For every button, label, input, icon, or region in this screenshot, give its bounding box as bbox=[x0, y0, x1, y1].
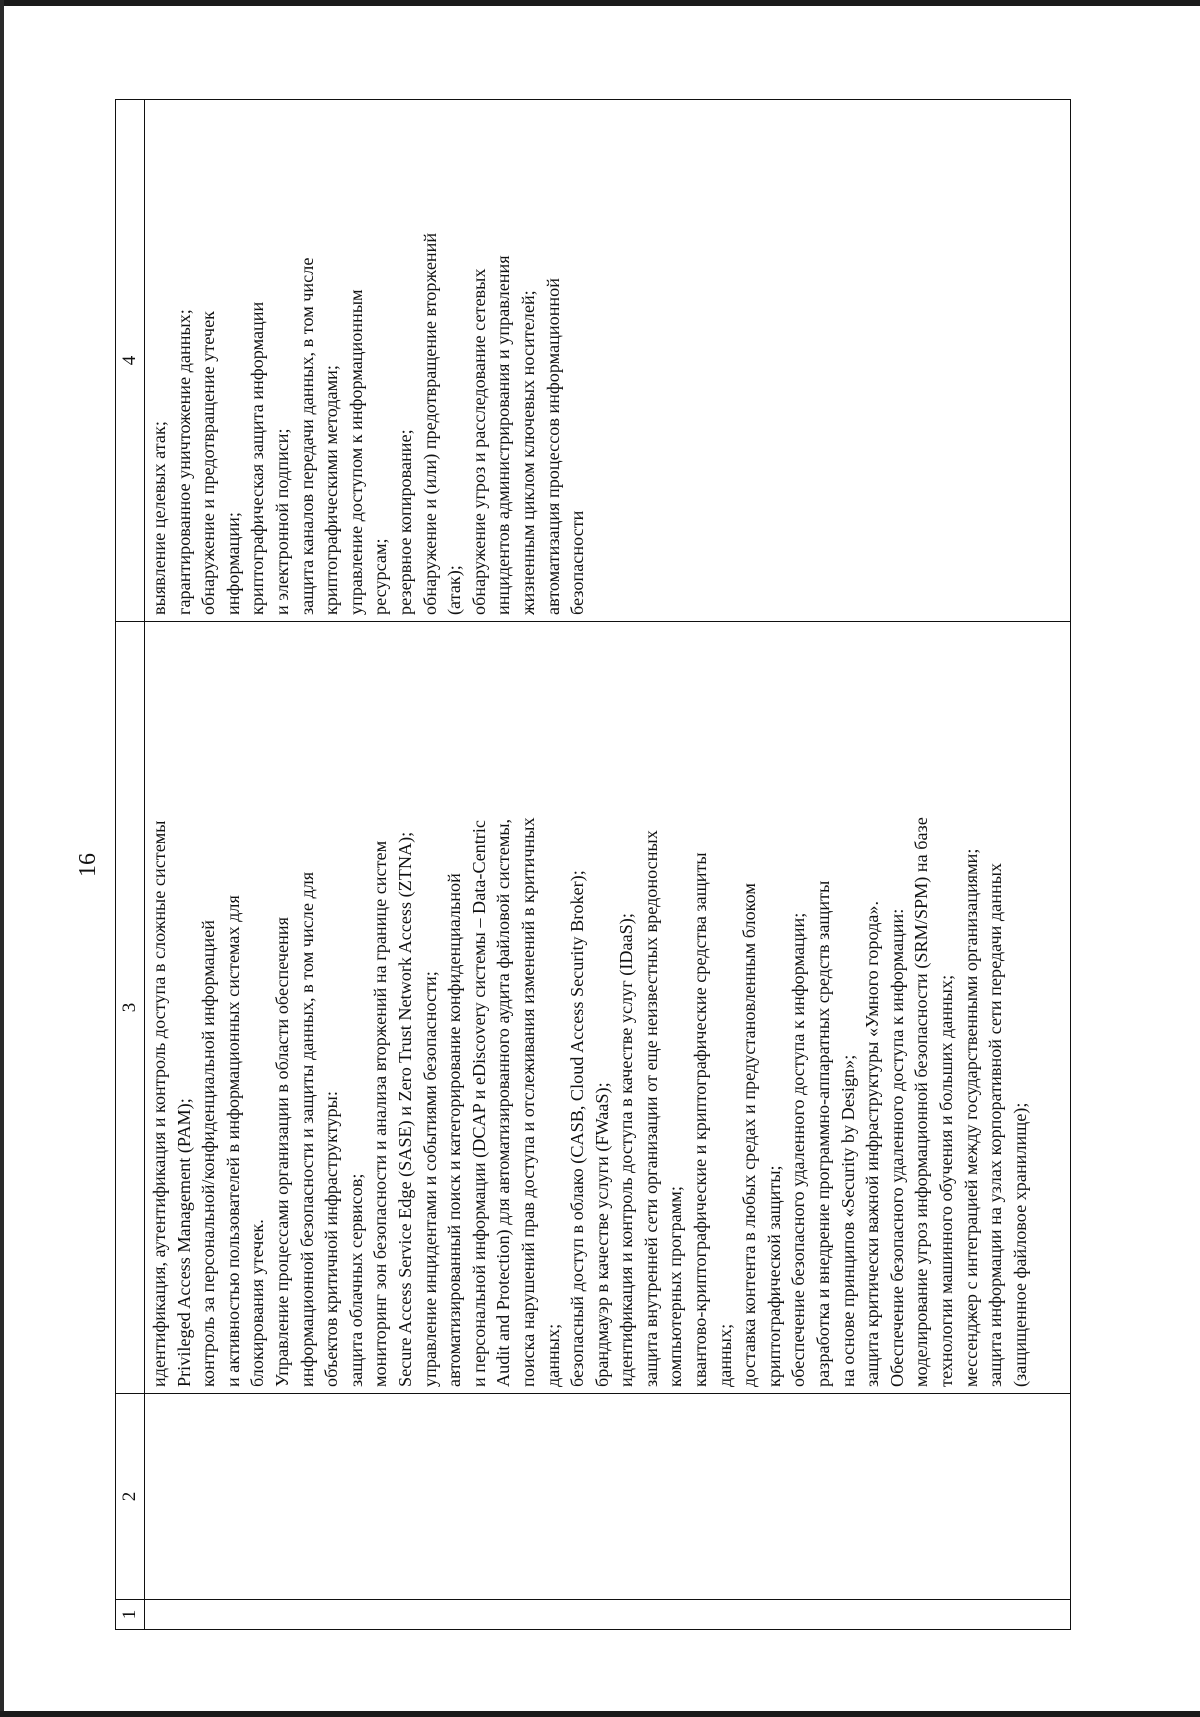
col4-text-line: жизненным циклом ключевых носителей; bbox=[517, 290, 538, 615]
col3-text-line: Управление процессами организации в области обеспечения bbox=[271, 917, 292, 1387]
col4-text-line: автоматизация процессов информационной bbox=[542, 278, 563, 615]
col4-text-line: обнаружение и (или) предотвращение вторжений bbox=[419, 232, 440, 615]
table-row bbox=[145, 100, 1071, 1630]
col3-text-line: защита информации на узлах корпоративной сети передачи данных bbox=[985, 862, 1006, 1387]
col3-text-line: разработка и внедрение программно-аппаратных средств защиты bbox=[813, 880, 834, 1387]
col3-text-line: доставка контента в любых средах и предустановленным блоком bbox=[739, 883, 760, 1387]
col4-text-line: управление доступом к информационным bbox=[345, 289, 366, 615]
col3-text-line: Secure Access Service Edge (SASE) и Zero Trust Network Access (ZTNA); bbox=[394, 831, 415, 1387]
col4-text-line: (атак); bbox=[444, 565, 465, 615]
col3-text-line: на основе принципов «Security by Design»; bbox=[837, 1054, 858, 1387]
cell-col-4 bbox=[145, 100, 1071, 622]
col3-text-line: управление инцидентами и событиями безопасности; bbox=[419, 971, 440, 1387]
col3-text-line: защита внутренней сети организации от еще неизвестных вредоносных bbox=[640, 830, 661, 1387]
col3-text-line: квантово-криптографические и криптографические средства защиты bbox=[690, 852, 711, 1387]
col4-text-line: выявление целевых атак; bbox=[149, 421, 169, 615]
col3-text-line: защита критически важной инфраструктуры «Умного города». bbox=[862, 900, 883, 1387]
col3-text-line: криптографической защиты; bbox=[763, 1165, 784, 1387]
table-header-row bbox=[116, 100, 145, 1630]
col3-text-line: компьютерных программ; bbox=[665, 1186, 686, 1387]
cell-col-2 bbox=[145, 1394, 1071, 1600]
col4-text-line: обнаружение угроз и расследование сетевых bbox=[468, 268, 489, 615]
col3-text-line: защита облачных сервисов; bbox=[345, 1173, 366, 1387]
cell-col-3-text bbox=[145, 622, 1034, 1393]
col3-text-line: идентификация, аутентификация и контроль доступа в сложные системы bbox=[149, 820, 169, 1387]
col3-text-line: контроль за персональной/конфиденциальной информацией bbox=[198, 920, 219, 1387]
col3-text-line: технологии машинного обучения и больших данных; bbox=[936, 974, 956, 1387]
col3-text-line: обеспечение безопасного удаленного доступа к информации; bbox=[788, 912, 809, 1387]
col3-text-line: блокирования утечек. bbox=[247, 1219, 268, 1387]
col4-text-line: ресурсам; bbox=[370, 538, 391, 615]
col3-text-line: данных; bbox=[714, 1323, 735, 1387]
cell-col-1 bbox=[145, 1600, 1071, 1630]
cell-col-3 bbox=[145, 622, 1071, 1394]
col3-text-line: (защищенное файловое хранилище); bbox=[1009, 1102, 1030, 1387]
col3-text-line: объектов критичной инфраструктуры: bbox=[321, 1091, 342, 1387]
col4-text-line: инцидентов администрирования и управления bbox=[493, 255, 514, 615]
col3-text-line: Audit and Protection) для автоматизированного аудита файловой системы, bbox=[493, 818, 514, 1387]
col4-text-line: и электронной подписи; bbox=[271, 428, 292, 615]
rotated-document-page bbox=[75, 100, 1075, 1630]
col3-text-line: безопасный доступ в облако (CASB, Cloud Access Security Broker); bbox=[567, 870, 588, 1387]
scan-border-left bbox=[0, 0, 4, 1717]
col4-text-line: безопасности bbox=[567, 510, 588, 615]
col4-text-line: информации; bbox=[222, 512, 243, 615]
page-number: 16 bbox=[75, 853, 101, 877]
col3-text-line: идентификация и контроль доступа в качестве услуг (IDaaS); bbox=[616, 913, 637, 1387]
col3-text-line: мессенджер с интеграцией между государственными организациями; bbox=[960, 848, 981, 1387]
col3-text-line: Privileged Access Management (PAM); bbox=[173, 1098, 194, 1387]
col3-text-line: информационной безопасности и защиты данных, в том числе для bbox=[296, 871, 317, 1387]
col4-text-line: криптографическими методами; bbox=[321, 365, 342, 615]
scan-border-bottom bbox=[0, 1711, 1200, 1717]
col3-text-line: моделирование угроз информационной безопасности (SRM/SPM) на базе bbox=[911, 817, 932, 1387]
col4-text-line: резервное копирование; bbox=[394, 429, 415, 615]
column-number-3: 3 bbox=[116, 622, 145, 1394]
col3-text-line: автоматизированный поиск и категорирование конфиденциальной bbox=[444, 873, 465, 1387]
col4-text-line: гарантированное уничтожение данных; bbox=[173, 309, 194, 615]
col3-text-line: и персональной информации (DCAP и eDiscovery системы – Data-Centric bbox=[468, 820, 489, 1387]
col3-text-line: данных; bbox=[542, 1323, 563, 1387]
col3-text-line: брандмауэр в качестве услуги (FWaaS); bbox=[591, 1082, 612, 1387]
col3-text-line: мониторинг зон безопасности и анализа вторжений на границе систем bbox=[370, 840, 391, 1387]
cell-col-4-text bbox=[145, 100, 592, 621]
col4-text-line: обнаружение и предотвращение утечек bbox=[198, 311, 219, 615]
col4-text-line: криптографическая защита информации bbox=[247, 301, 268, 615]
col3-text-line: и активностью пользователей в информационных системах для bbox=[222, 895, 243, 1387]
column-number-2: 2 bbox=[116, 1394, 145, 1600]
col3-text-line: поиска нарушений прав доступа и отслеживания изменений в критичных bbox=[517, 817, 538, 1387]
document-table bbox=[115, 99, 1071, 1630]
column-number-1: 1 bbox=[116, 1600, 145, 1630]
scan-border-top bbox=[0, 0, 1200, 6]
col3-text-line: Обеспечение безопасного удаленного доступа к информации: bbox=[886, 908, 907, 1387]
col4-text-line: защита каналов передачи данных, в том числе bbox=[296, 257, 317, 615]
column-number-4: 4 bbox=[116, 100, 145, 622]
